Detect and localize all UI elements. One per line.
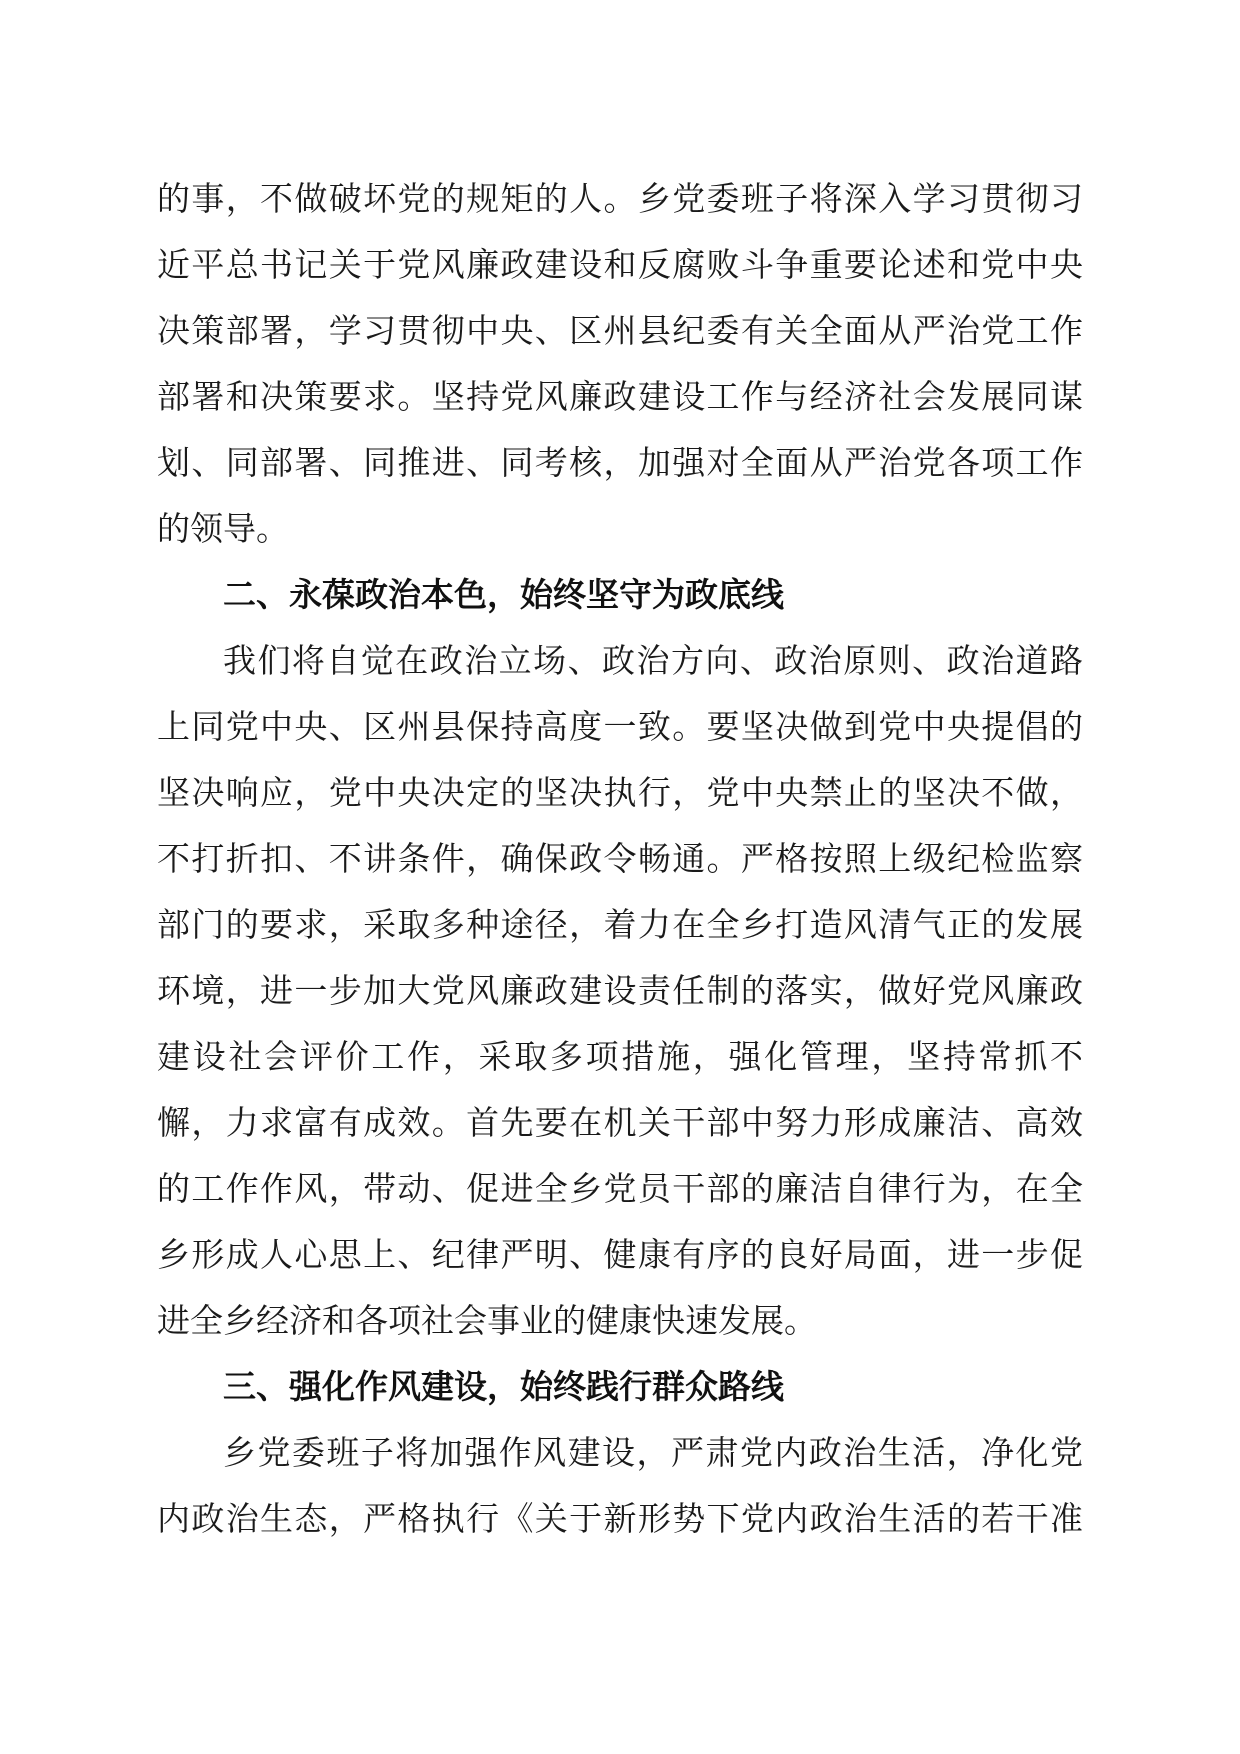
- document-body: [157, 166, 1083, 1552]
- paragraph-line: 近平总书记关于党风廉政建设和反腐败斗争重要论述和党中央: [157, 245, 1083, 284]
- paragraph-line: 决策部署，学习贯彻中央、区州县纪委有关全面从严治党工作: [157, 311, 1083, 350]
- paragraph-line: 乡党委班子将加强作风建设，严肃党内政治生活，净化党: [223, 1433, 1083, 1472]
- paragraph-line: 内政治生态，严格执行《关于新形势下党内政治生活的若干准: [157, 1499, 1083, 1538]
- section-heading-2: 二、永葆政治本色，始终坚守为政底线: [223, 575, 784, 614]
- paragraph-line: 的事，不做破坏党的规矩的人。乡党委班子将深入学习贯彻习: [157, 179, 1083, 218]
- paragraph-line: 懈，力求富有成效。首先要在机关干部中努力形成廉洁、高效: [157, 1103, 1083, 1142]
- paragraph-line: 我们将自觉在政治立场、政治方向、政治原则、政治道路: [223, 641, 1083, 680]
- paragraph-line: 进全乡经济和各项社会事业的健康快速发展。: [157, 1301, 817, 1340]
- paragraph-line: 的工作作风，带动、促进全乡党员干部的廉洁自律行为，在全: [157, 1169, 1083, 1208]
- paragraph-line: 乡形成人心思上、纪律严明、健康有序的良好局面，进一步促: [157, 1235, 1083, 1274]
- paragraph-2: [157, 628, 1083, 1354]
- paragraph-line: 不打折扣、不讲条件，确保政令畅通。严格按照上级纪检监察: [157, 839, 1083, 878]
- paragraph-line: 环境，进一步加大党风廉政建设责任制的落实，做好党风廉政: [157, 971, 1083, 1010]
- paragraph-line: 上同党中央、区州县保持高度一致。要坚决做到党中央提倡的: [157, 707, 1083, 746]
- paragraph-line: 坚决响应，党中央决定的坚决执行，党中央禁止的坚决不做，: [157, 773, 1083, 812]
- paragraph-line: 划、同部署、同推进、同考核，加强对全面从严治党各项工作: [157, 443, 1083, 482]
- paragraph-3: [157, 1420, 1083, 1552]
- paragraph-line: 部门的要求，采取多种途径，着力在全乡打造风清气正的发展: [157, 905, 1083, 944]
- section-heading-3: 三、强化作风建设，始终践行群众路线: [223, 1367, 784, 1406]
- paragraph-1: [157, 166, 1083, 562]
- paragraph-line: 的领导。: [157, 509, 289, 548]
- paragraph-line: 建设社会评价工作，采取多项措施，强化管理，坚持常抓不: [157, 1037, 1083, 1076]
- paragraph-line: 部署和决策要求。坚持党风廉政建设工作与经济社会发展同谋: [157, 377, 1083, 416]
